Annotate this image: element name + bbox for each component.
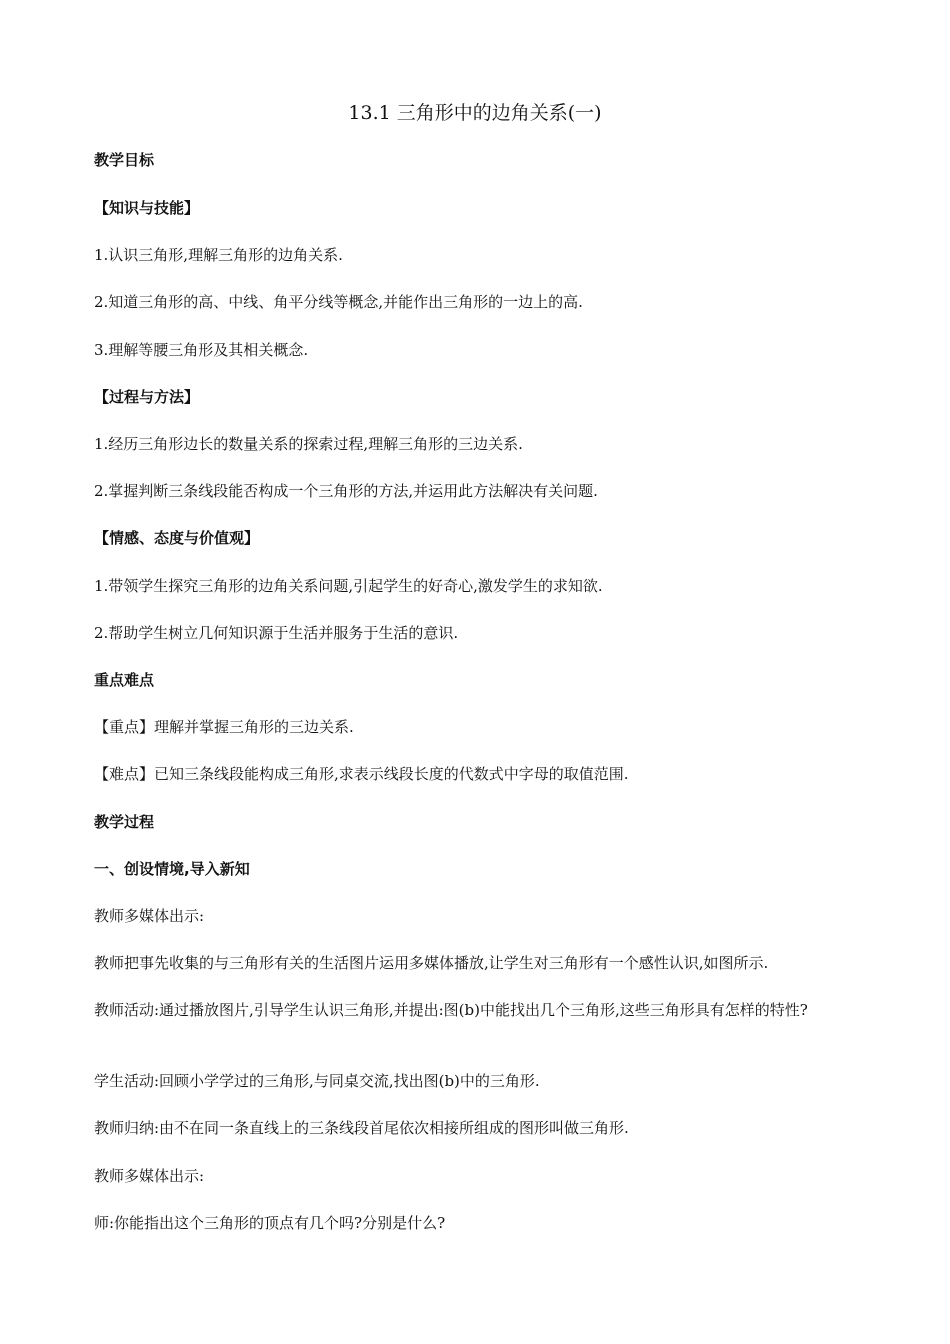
- list-item: 【重点】理解并掌握三角形的三边关系.: [94, 718, 354, 736]
- list-item: 2.掌握判断三条线段能否构成一个三角形的方法,并运用此方法解决有关问题.: [94, 482, 598, 500]
- section-heading-teaching-process: 教学过程: [94, 813, 155, 831]
- subheading-emotion-attitude-values: 【情感、态度与价值观】: [94, 529, 260, 547]
- paragraph: 教师多媒体出示:: [94, 1167, 205, 1185]
- paragraph: 教师多媒体出示:: [94, 907, 205, 925]
- list-item: 1.带领学生探究三角形的边角关系问题,引起学生的好奇心,激发学生的求知欲.: [94, 577, 603, 595]
- list-item: 2.知道三角形的高、中线、角平分线等概念,并能作出三角形的一边上的高.: [94, 293, 583, 311]
- paragraph: 教师活动:通过播放图片,引导学生认识三角形,并提出:图(b)中能找出几个三角形,这些三角形具有怎样的特性?: [94, 1001, 808, 1019]
- list-item: 1.认识三角形,理解三角形的边角关系.: [94, 246, 343, 264]
- page-title: 13.1 三角形中的边角关系(一): [348, 102, 602, 124]
- list-item: 2.帮助学生树立几何知识源于生活并服务于生活的意识.: [94, 624, 459, 642]
- list-item: 【难点】已知三条线段能构成三角形,求表示线段长度的代数式中字母的取值范围.: [94, 765, 629, 783]
- paragraph: 教师归纳:由不在同一条直线上的三条线段首尾依次相接所组成的图形叫做三角形.: [94, 1119, 629, 1137]
- paragraph: 师:你能指出这个三角形的顶点有几个吗?分别是什么?: [94, 1214, 446, 1232]
- paragraph: 学生活动:回顾小学学过的三角形,与同桌交流,找出图(b)中的三角形.: [94, 1072, 540, 1090]
- list-item: 1.经历三角形边长的数量关系的探索过程,理解三角形的三边关系.: [94, 435, 523, 453]
- subheading-create-situation: 一、创设情境,导入新知: [94, 860, 250, 878]
- section-heading-key-points: 重点难点: [94, 671, 155, 689]
- subheading-process-method: 【过程与方法】: [94, 388, 200, 406]
- paragraph: 教师把事先收集的与三角形有关的生活图片运用多媒体播放,让学生对三角形有一个感性认识,如图所示.: [94, 954, 769, 972]
- subheading-knowledge-skills: 【知识与技能】: [94, 199, 200, 217]
- section-heading-teaching-goals: 教学目标: [94, 151, 155, 169]
- list-item: 3.理解等腰三角形及其相关概念.: [94, 341, 309, 359]
